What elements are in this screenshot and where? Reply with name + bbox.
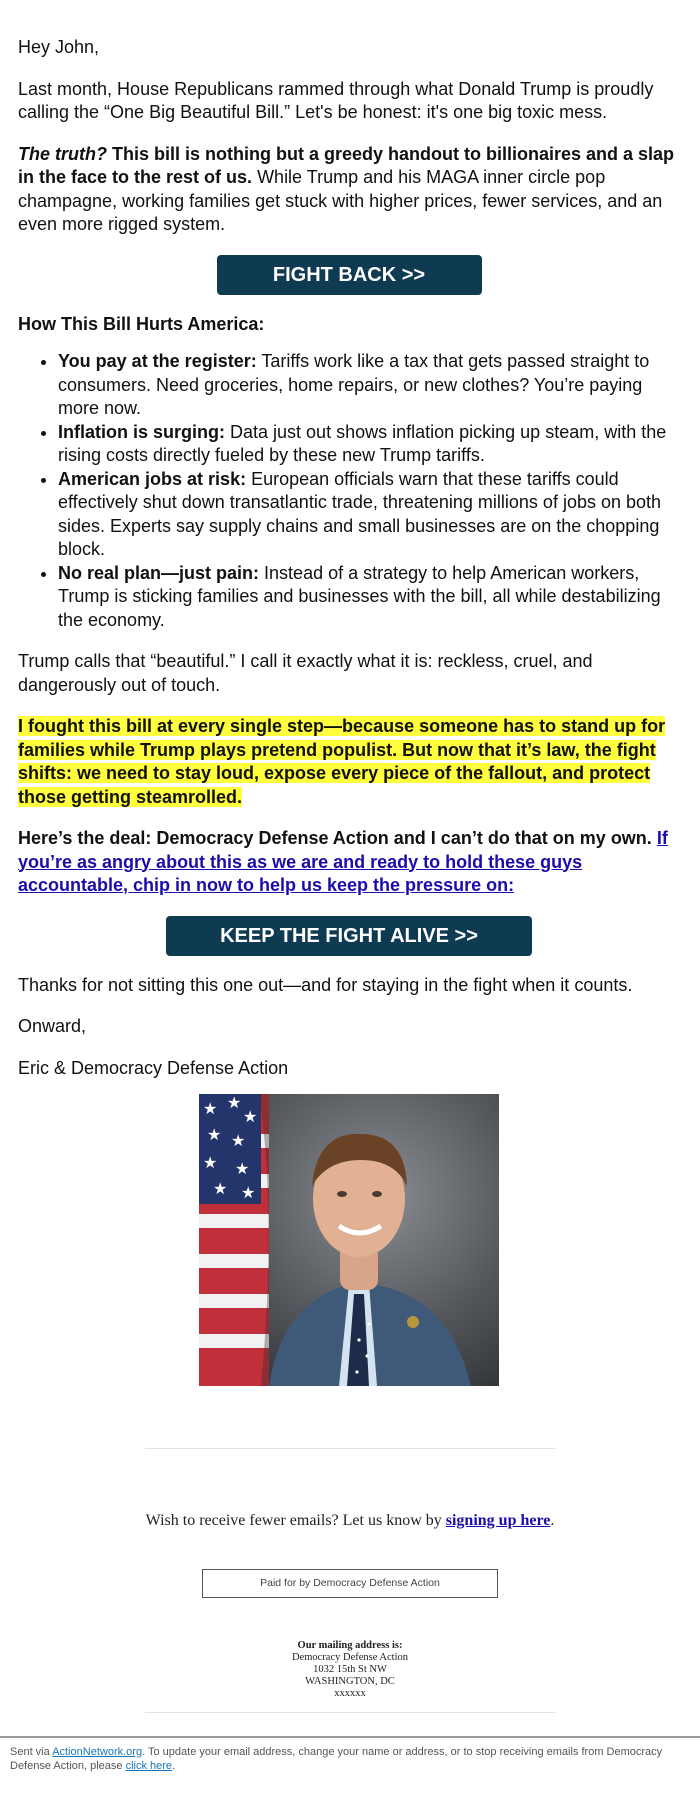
list-item: • You pay at the register: Tariffs work like a tax that gets passed straight to consumers. Need groceries, home repairs, or new clothes? You’re paying more now. [58, 350, 680, 421]
fewer-emails-text: Wish to receive fewer emails? Let us know by signing up here. [145, 1512, 555, 1529]
deal-paragraph [18, 827, 680, 898]
svg-text:★: ★ [241, 1183, 256, 1202]
svg-text:★: ★ [207, 1125, 222, 1144]
greeting: Hey John, [18, 37, 100, 57]
onward: Onward, [18, 1016, 87, 1036]
paid-for-box: Paid for by Democracy Defense Action [202, 1569, 498, 1598]
portrait-photo [199, 1094, 499, 1386]
list-item: • American jobs at risk: European officials warn that these tariffs could effectively shut down transatlantic trade, threatening millions of jobs on both sides. Experts say supply chains and small businesses are on the chopping block. [58, 468, 680, 562]
donate-link[interactable]: If you’re as angry about this as we are and ready to hold these guys accountable, chip in now to help us keep the pressure on: [18, 828, 668, 895]
actionnetwork-link[interactable]: ActionNetwork.org [52, 1746, 143, 1758]
highlight-paragraph [18, 715, 680, 809]
bullet-list [18, 350, 680, 632]
unsubscribe-link[interactable]: click here [125, 1759, 173, 1772]
sent-via-bar [0, 1736, 700, 1773]
svg-text:★: ★ [231, 1131, 246, 1150]
footer-divider-2 [145, 1712, 555, 1713]
keep-fight-alive-button[interactable]: KEEP THE FIGHT ALIVE >> [166, 916, 532, 956]
footer-divider [145, 1448, 555, 1449]
section-heading: How This Bill Hurts America: [18, 313, 265, 334]
intro-paragraph: Last month, House Republicans rammed through what Donald Trump is proudly calling the “One Big Beautiful Bill.” Let's be honest: it's one big toxic mess. [18, 78, 654, 122]
fight-back-button[interactable]: FIGHT BACK >> [217, 255, 482, 295]
email-footer [0, 1448, 700, 1713]
cta-row-1 [18, 255, 680, 295]
mailing-address: Our mailing address is: Democracy Defense Action 1032 15th St NW WASHINGTON, DC xxxxxx [291, 1639, 409, 1699]
svg-text:★: ★ [227, 1094, 242, 1112]
beautiful-paragraph: Trump calls that “beautiful.” I call it exactly what it is: reckless, cruel, and dangerously out of touch. [18, 651, 593, 695]
svg-text:★: ★ [213, 1179, 228, 1198]
svg-text:★: ★ [203, 1153, 218, 1172]
svg-text:★: ★ [243, 1107, 258, 1126]
deal-bold: Here’s the deal: Democracy Defense Action and I can’t do that on my own. [18, 828, 652, 848]
svg-text:★: ★ [235, 1159, 250, 1178]
cta-row-2 [18, 916, 680, 956]
list-item: • No real plan—just pain: Instead of a strategy to help American workers, Trump is sticking families and businesses with the bill, all while destabilizing the economy. [58, 562, 680, 633]
thanks-paragraph: Thanks for not sitting this one out—and for staying in the fight when it counts. [18, 974, 633, 995]
sent-via-text: Sent via ActionNetwork.org. To update your email address, change your name or address, or to stop receiving emails from Democracy Defense Action, please click here. [10, 1746, 663, 1772]
signature: Eric & Democracy Defense Action [18, 1057, 289, 1078]
truth-rest: While Trump and his MAGA inner circle pop champagne, working families get stuck with higher prices, fewer services, and an even more rigged system. [18, 167, 663, 234]
signing-up-link[interactable]: signing up here [445, 1512, 551, 1529]
svg-text:★: ★ [203, 1099, 218, 1118]
highlighted-text: I fought this bill at every single step—because someone has to stand up for families while Trump plays pretend populist. But now that it’s law, the fight shifts: we need to stay loud, expose every piece of the fallout, and protect those getting steamrolled. [18, 716, 666, 807]
list-item: • Inflation is surging: Data just out shows inflation picking up steam, with the rising costs directly fueled by these new Trump tariffs. [58, 421, 680, 468]
flag-graphic [199, 1094, 269, 1386]
truth-paragraph [18, 143, 680, 237]
truth-bold: This bill is nothing but a greedy handout to billionaires and a slap in the face to the rest of us. [18, 143, 675, 187]
email-body [18, 36, 680, 1386]
truth-lead: The truth? [18, 143, 107, 164]
